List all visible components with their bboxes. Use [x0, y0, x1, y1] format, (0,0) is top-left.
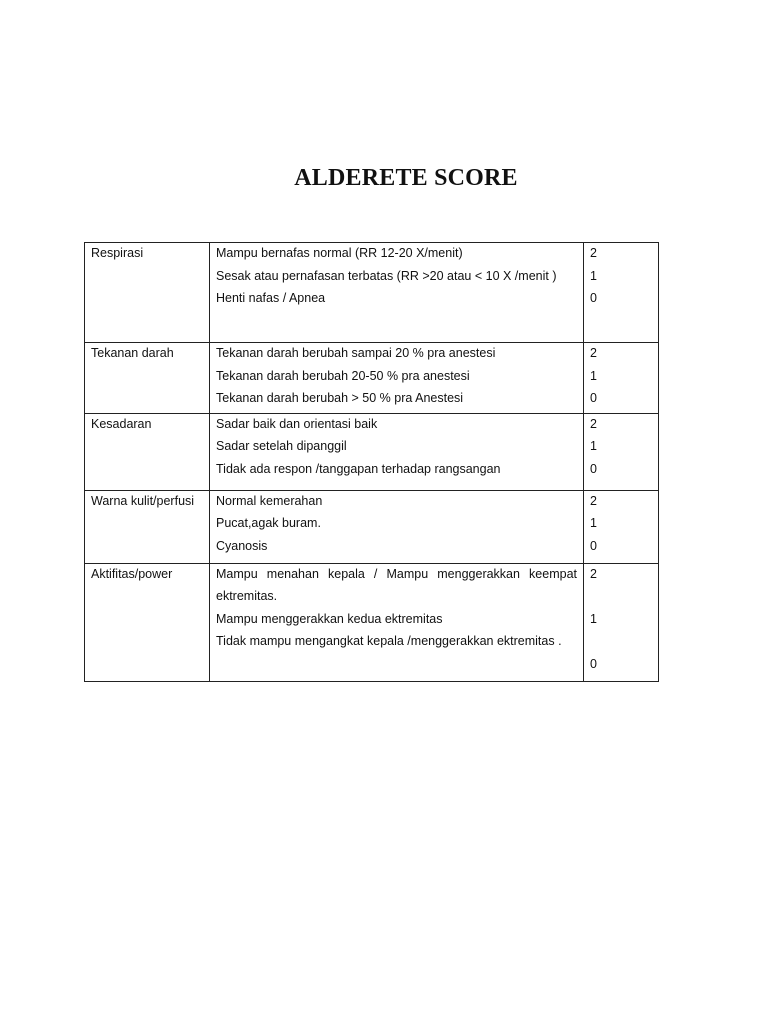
category-cell [85, 243, 210, 343]
table-row [85, 563, 659, 681]
criterion-text: Normal kemerahan [216, 493, 323, 508]
score-value: 1 [590, 516, 597, 530]
criteria-cell [210, 413, 584, 490]
criterion-text: Tekanan darah berubah sampai 20 % pra anestesi [216, 346, 496, 360]
criterion-text: ektremitas. [216, 589, 278, 603]
category-cell [85, 490, 210, 563]
score-cell [584, 243, 659, 343]
criterion-text: Sadar setelah dipanggil [216, 439, 347, 453]
score-value: 1 [590, 368, 597, 383]
score-cell [584, 563, 659, 681]
score-value: 2 [590, 416, 597, 431]
table-row [85, 413, 659, 490]
score-value: 1 [590, 439, 597, 453]
criterion-text: Tidak mampu mengangkat kepala /menggerakkan ektremitas . [216, 634, 562, 648]
category-label: Respirasi [91, 246, 144, 260]
criterion-text: Mampu menahan kepala / Mampu menggerakkan keempat [216, 566, 577, 581]
criterion-text: Cyanosis [216, 538, 268, 553]
score-value: 1 [590, 268, 597, 283]
score-value: 0 [590, 656, 597, 671]
category-label: Aktifitas/power [91, 566, 173, 581]
table-row [85, 343, 659, 414]
page-title: ALDERETE SCORE [294, 165, 518, 191]
category-label: Tekanan darah [91, 346, 174, 360]
table-row [85, 490, 659, 563]
score-value: 1 [590, 611, 597, 626]
category-cell [85, 413, 210, 490]
criteria-cell [210, 490, 584, 563]
category-label: Warna kulit/perfusi [91, 493, 195, 508]
criterion-text: Tekanan darah berubah 20-50 % pra anestesi [216, 368, 470, 383]
category-cell [85, 563, 210, 681]
criteria-cell [210, 563, 584, 681]
score-gap [590, 588, 658, 611]
score-value: 2 [590, 246, 597, 260]
criterion-text: Sadar baik dan orientasi baik [216, 416, 378, 431]
criterion-text: Sesak atau pernafasan terbatas (RR >20 atau < 10 X /menit ) [216, 268, 557, 283]
score-cell [584, 490, 659, 563]
score-value: 0 [590, 461, 597, 476]
criterion-text: Henti nafas / Apnea [216, 291, 326, 305]
criterion-text: Mampu bernafas normal (RR 12-20 X/menit) [216, 246, 463, 260]
table-row [85, 243, 659, 343]
alderete-score-table [84, 242, 659, 682]
score-value: 0 [590, 538, 597, 553]
score-cell [584, 343, 659, 414]
score-value: 2 [590, 566, 597, 581]
score-cell [584, 413, 659, 490]
criteria-cell [210, 343, 584, 414]
score-value: 0 [590, 291, 597, 305]
category-cell [85, 343, 210, 414]
criterion-text: Pucat,agak buram. [216, 516, 321, 530]
criteria-cell [210, 243, 584, 343]
criterion-text: Mampu menggerakkan kedua ektremitas [216, 611, 443, 626]
category-label: Kesadaran [91, 416, 152, 431]
score-value: 0 [590, 391, 597, 405]
score-value: 2 [590, 346, 597, 360]
criterion-text: Tidak ada respon /tanggapan terhadap rangsangan [216, 461, 501, 476]
score-value: 2 [590, 493, 597, 508]
criterion-text: Tekanan darah berubah > 50 % pra Anestesi [216, 391, 464, 405]
score-gap [590, 633, 658, 656]
